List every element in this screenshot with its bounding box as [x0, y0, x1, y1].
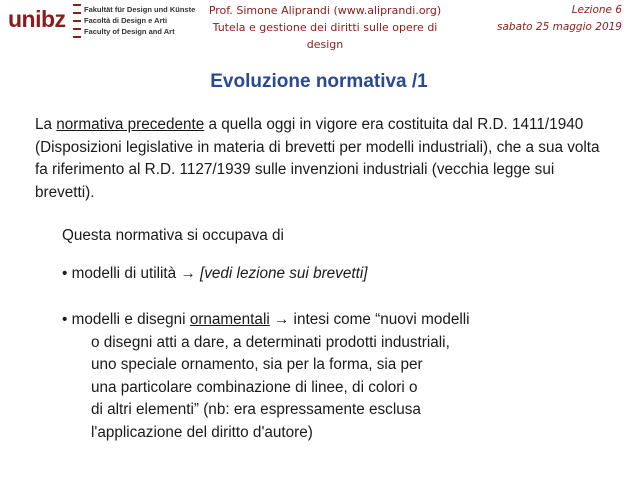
header-right: [497, 2, 622, 36]
slide-title: Evoluzione normativa /1: [210, 71, 428, 92]
bullet2-arrow: →: [269, 311, 294, 328]
faculty-line-it: Facoltà di Design e Arti: [84, 16, 168, 25]
bullet1-ref: [vedi lezione sui brevetti]: [195, 265, 368, 282]
faculty-names: [84, 4, 195, 37]
bullet-utility-models: [62, 263, 622, 286]
lead-text: Questa normativa si occupava di: [62, 227, 284, 244]
unibz-logo: unibz: [8, 6, 66, 32]
course-line: Tutela e gestione dei diritti sulle opere di design: [212, 21, 438, 51]
header-center: [195, 2, 455, 53]
lesson-label: Lezione 6: [571, 4, 622, 16]
bullet-ornamental: [62, 309, 622, 444]
arrow-icon: →: [180, 265, 196, 282]
bullet2-line: uno speciale ornamento, sia per la forma, sia per: [91, 356, 423, 373]
bullet2-first: intesi come “nuovi modelli: [293, 311, 470, 328]
bullet2-line: l'applicazione del diritto d'autore): [91, 423, 313, 441]
bullet1-text: • modelli di utilità: [62, 265, 181, 282]
bullet2-key: ornamentali: [189, 311, 270, 328]
intro-paragraph: [35, 114, 615, 204]
bullet2-line: di altri elementi” (nb: era espressamente esclusa: [91, 401, 421, 418]
faculty-line-de: Fakultät für Design und Künste: [84, 5, 196, 14]
bullet2-prefix: • modelli e disegni: [62, 311, 190, 328]
logo-bars-icon: [73, 4, 75, 40]
faculty-line-en: Faculty of Design and Art: [84, 27, 175, 36]
bullet2-line: una particolare combinazione di linee, di colori o: [91, 378, 418, 396]
bullet2-line: o disegni atti a dare, a determinati prodotti industriali,: [91, 333, 450, 351]
date-label: sabato 25 maggio 2019: [497, 21, 622, 33]
author-line: Prof. Simone Aliprandi (www.aliprandi.org): [208, 4, 442, 17]
intro-link: normativa precedente: [56, 116, 205, 133]
intro-prefix: La: [35, 116, 57, 133]
intro-rest: a quella oggi in vigore era costituita dal R.D. 1411/1940 (Disposizioni legislative in materia di brevetti per modelli industriali), che a sua volta fa riferimento al R.D. 1127/1939 sulle invenzioni industriali (vecchia legge sui brevetti).: [35, 116, 600, 201]
